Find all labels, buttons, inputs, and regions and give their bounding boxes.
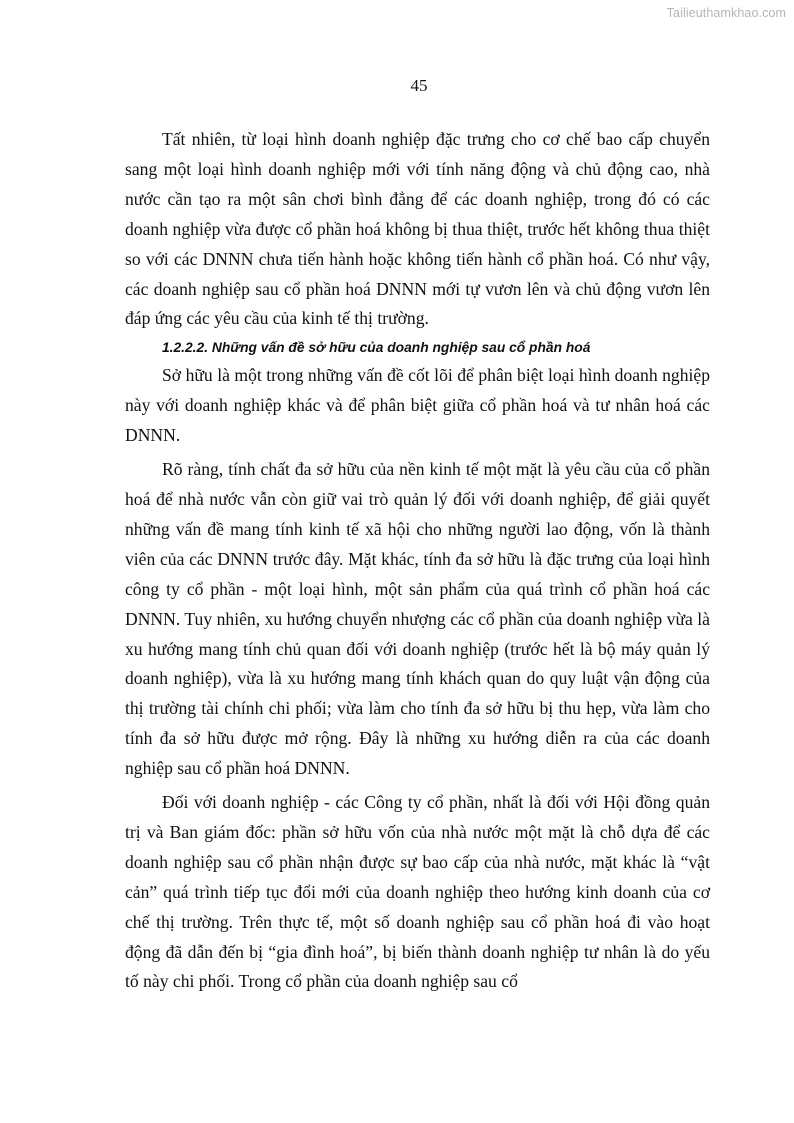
paragraph: Sở hữu là một trong những vấn đề cốt lõi để phân biệt loại hình doanh nghiệp này với doanh nghiệp khác và để phân biệt giữa cổ phần hoá và tư nhân hoá các DNNN. <box>125 365 710 446</box>
paragraph: Rõ ràng, tính chất đa sở hữu của nền kinh tế một mặt là yêu cầu của cổ phần hoá để nhà nước vẫn còn giữ vai trò quản lý đối với doanh nghiệp, để giải quyết những vấn đề mang tính kinh tế xã hội cho những người lao động, vốn là thành viên của các DNNN trước đây. Mặt khác, tính đa sở hữu là đặc trưng của loại hình công ty cổ phần - một loại hình, một sản phẩm của quá trình cổ phần hoá các DNNN. Tuy nhiên, xu hướng chuyển nhượng các cổ phần của doanh nghiệp vừa là xu hướng mang tính chủ quan đối với doanh nghiệp (trước hết là bộ máy quản lý doanh nghiệp), vừa là xu hướng mang tính khách quan do quy luật vận động của thị trường tài chính chi phối; vừa làm cho tính đa sở hữu bị thu hẹp, vừa làm cho tính đa sở hữu được mở rộng. Đây là những xu hướng diễn ra của các doanh nghiệp sau cổ phần hoá DNNN. <box>125 459 710 779</box>
page-number: 45 <box>410 76 428 95</box>
section-heading: 1.2.2.2. Những vấn đề sở hữu của doanh nghiệp sau cổ phần hoá <box>162 340 591 356</box>
watermark: Tailieuthamkhao.com <box>666 6 786 20</box>
paragraph: Đối với doanh nghiệp - các Công ty cổ phần, nhất là đối với Hội đồng quản trị và Ban giám đốc: phần sở hữu vốn của nhà nước một mặt là chỗ dựa để các doanh nghiệp sau cổ phần nhận được sự bao cấp của nhà nước, mặt khác là “vật cản” quá trình tiếp tục đổi mới của doanh nghiệp theo hướng kinh doanh của cơ chế thị trường. Trên thực tế, một số doanh nghiệp sau cổ phần hoá đi vào hoạt động đã dẫn đến bị “gia đình hoá”, bị biến thành doanh nghiệp tư nhân là do yếu tố này chi phối. Trong cổ phần của doanh nghiệp sau cổ <box>125 792 710 992</box>
document-body <box>125 125 710 997</box>
paragraph: Tất nhiên, từ loại hình doanh nghiệp đặc trưng cho cơ chế bao cấp chuyển sang một loại hình doanh nghiệp mới với tính năng động và chủ động cao, nhà nước cần tạo ra một sân chơi bình đẳng để các doanh nghiệp, trong đó có các doanh nghiệp vừa được cổ phần hoá không bị thua thiệt, trước hết không thua thiệt so với các DNNN chưa tiến hành hoặc không tiến hành cổ phần hoá. Có như vậy, các doanh nghiệp sau cổ phần hoá DNNN mới tự vươn lên và chủ động vươn lên đáp ứng các yêu cầu của kinh tế thị trường. <box>125 129 710 329</box>
